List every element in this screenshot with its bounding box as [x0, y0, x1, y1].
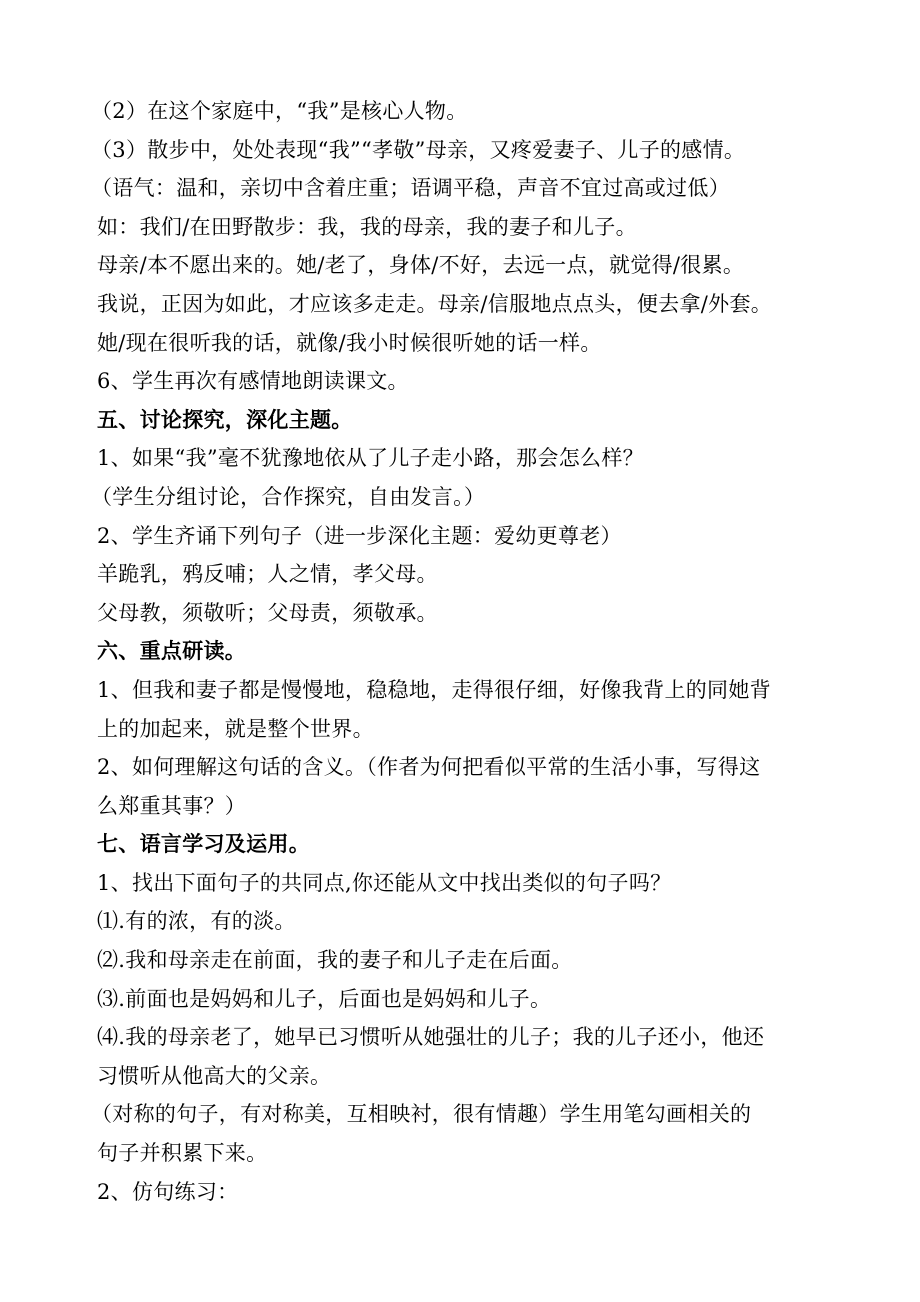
- text-line-example-4: 她/现在很听我的话，就像/我小时候很听她的话一样。: [97, 330, 602, 355]
- text-line-verse-2: 父母教，须敬听；父母责，须敬承。: [97, 600, 438, 625]
- text-line-point-3: （3）散步中，处处表现“我”“孝敬”母亲，又疼爱妻子、儿子的感情。: [91, 137, 746, 162]
- document-body: [91, 92, 837, 1211]
- text-line-step-6: 6、学生再次有感情地朗读课文。: [97, 369, 409, 394]
- text-line-example-1: 如：我们/在田野散步：我，我的母亲，我的妻子和儿子。: [97, 214, 637, 239]
- text-line-symmetry-a: （对称的句子，有对称美，互相映衬，很有情趣）学生用笔勾画相关的: [91, 1102, 752, 1127]
- text-line-tone-note: （语气：温和，亲切中含着庄重；语调平稳，声音不宜过高或过低）: [91, 176, 730, 201]
- section-heading-7: 七、语言学习及运用。: [97, 832, 310, 857]
- text-line-sentence-4a: ⑷.我的母亲老了，她早已习惯听从她强壮的儿子；我的儿子还小，他还: [97, 1025, 765, 1050]
- text-line-question-1: 1、如果“我”毫不犹豫地依从了儿子走小路，那会怎么样？: [97, 446, 644, 471]
- text-line-find-common: 1、找出下面句子的共同点,你还能从文中找出类似的句子吗？: [97, 870, 672, 895]
- section-heading-6: 六、重点研读。: [97, 639, 247, 664]
- text-line-example-2: 母亲/本不愿出来的。她/老了，身体/不好，去远一点，就觉得/很累。: [97, 253, 745, 278]
- text-line-symmetry-b: 句子并积累下来。: [97, 1141, 268, 1166]
- text-line-sentence-3: ⑶.前面也是妈妈和儿子，后面也是妈妈和儿子。: [97, 986, 552, 1011]
- text-line-imitation: 2、仿句练习：: [97, 1179, 239, 1204]
- text-line-sentence-4b: 习惯听从他高大的父亲。: [97, 1063, 332, 1088]
- text-line-key-sentence-b: 上的加起来，就是整个世界。: [97, 716, 374, 741]
- text-line-example-3: 我说，正因为如此，才应该多走走。母亲/信服地点点头，便去拿/外套。: [97, 291, 773, 316]
- text-line-meaning-b: 么郑重其事？）: [97, 793, 247, 818]
- text-line-point-2: （2）在这个家庭中，“我”是核心人物。: [91, 99, 468, 123]
- text-line-recite: 2、学生齐诵下列句子（进一步深化主题：爱幼更尊老）: [97, 523, 622, 548]
- text-line-verse-1: 羊跪乳，鸦反哺；人之情，孝父母。: [97, 562, 438, 587]
- text-line-sentence-1: ⑴.有的浓，有的淡。: [97, 909, 296, 934]
- text-line-key-sentence-a: 1、但我和妻子都是慢慢地，稳稳地，走得很仔细，好像我背上的同她背: [97, 677, 771, 702]
- text-line-discussion-note: （学生分组讨论，合作探究，自由发言。）: [91, 484, 486, 509]
- section-heading-5: 五、讨论探究，深化主题。: [97, 407, 353, 432]
- text-line-sentence-2: ⑵.我和母亲走在前面，我的妻子和儿子走在后面。: [97, 948, 573, 973]
- text-line-meaning-a: 2、如何理解这句话的含义。（作者为何把看似平常的生活小事，写得这: [97, 755, 761, 780]
